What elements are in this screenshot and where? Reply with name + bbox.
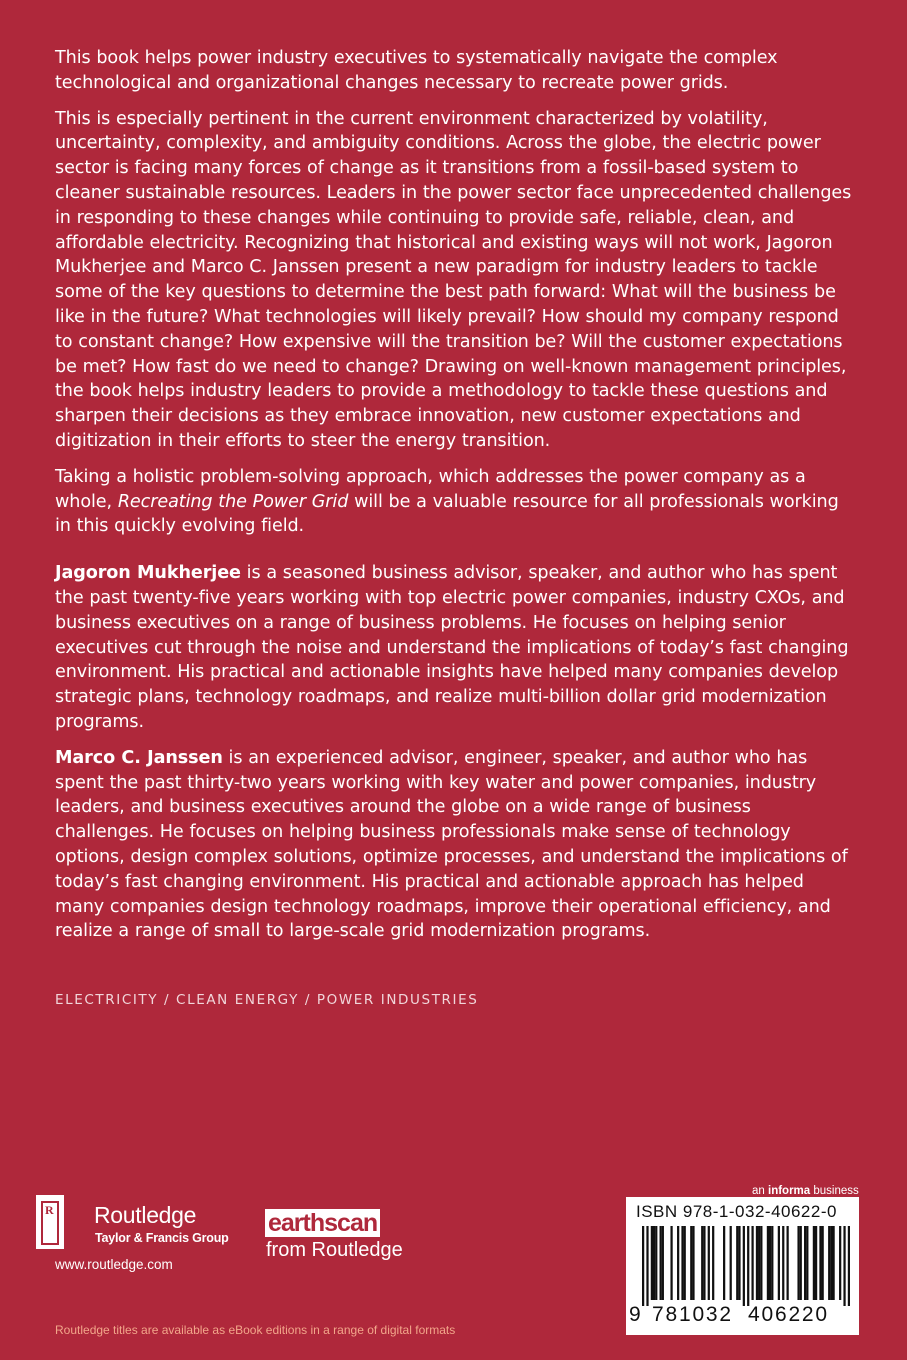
isbn-barcode	[626, 1197, 859, 1335]
barcode-bar	[723, 1226, 725, 1300]
barcode-bar	[806, 1226, 808, 1300]
publisher-name: Routledge	[94, 1202, 197, 1228]
barcode-bar	[747, 1226, 749, 1306]
barcode-bar	[843, 1226, 845, 1306]
barcode-bar	[758, 1226, 760, 1300]
barcode-bar	[830, 1226, 832, 1300]
barcode-bar	[819, 1226, 821, 1300]
barcode-bar	[681, 1226, 683, 1300]
barcode-bar	[815, 1226, 817, 1300]
ebook-note: Routledge titles are available as eBook editions in a range of digital formats	[55, 1323, 456, 1337]
barcode-bar	[730, 1226, 732, 1300]
barcode-bar	[646, 1226, 648, 1306]
barcode-bar	[660, 1226, 662, 1300]
earthscan-from: from Routledge	[266, 1239, 403, 1261]
barcode-bar	[769, 1226, 771, 1300]
barcode-bar	[743, 1226, 745, 1306]
barcode-bar	[736, 1226, 738, 1300]
barcode-bar	[708, 1226, 710, 1300]
barcode-bar	[813, 1226, 815, 1300]
barcode-bar	[832, 1226, 834, 1300]
barcode-bar	[771, 1226, 773, 1300]
barcode-digits-left: 781032	[652, 1303, 733, 1326]
earthscan-wordmark: earthscan	[265, 1209, 380, 1237]
barcode-bar	[738, 1226, 740, 1300]
barcode-bar	[703, 1226, 705, 1300]
routledge-logo	[36, 1195, 236, 1250]
barcode-bar	[828, 1226, 830, 1300]
barcode-bar	[655, 1226, 657, 1300]
informa-business: an informa business	[752, 1185, 859, 1197]
subject-categories: ELECTRICITY / CLEAN ENERGY / POWER INDUSTRIES	[55, 992, 479, 1008]
barcode-bar	[677, 1226, 679, 1300]
barcode-bar	[822, 1226, 824, 1300]
holistic-paragraph	[55, 465, 855, 539]
holistic-before: Taking a holistic problem-solving approach, which addresses the power company as a whole,	[55, 466, 806, 512]
barcode-bar	[690, 1226, 692, 1300]
barcode-bar	[642, 1226, 644, 1306]
barcode-bar	[787, 1226, 789, 1300]
barcode-bar	[712, 1226, 714, 1300]
barcode-bar	[767, 1226, 769, 1300]
book-title-italic: Recreating the Power Grid	[117, 491, 349, 512]
barcode-bar	[670, 1226, 672, 1300]
description-paragraph-1: This book helps power industry executives to systematically navigate the complex technological and organizational changes necessary to recreate power grids.	[55, 48, 778, 93]
barcode-bar	[760, 1226, 762, 1300]
author-bio-text-1: is a seasoned business advisor, speaker, and author who has spent the past twenty-five years working with top electric power companies, industry CXOs, and business executives on a range of business problems. He focuses on helping senior executives cut through the noise and understand the implications of today’s fast changing environment. His practical and actionable insights have helped many companies develop strategic plans, technology roadmaps, and realize multi-billion dollar grid modernization programs.	[55, 563, 849, 732]
author-name-1: Jagoron Mukherjee	[55, 563, 241, 584]
barcode-bar	[778, 1226, 780, 1300]
author-bio-1	[55, 561, 855, 735]
barcode-bar	[701, 1226, 703, 1300]
barcode-bar	[782, 1226, 784, 1300]
barcode-bar	[756, 1226, 758, 1300]
barcode-bar	[653, 1226, 655, 1300]
barcode-bar	[662, 1226, 664, 1300]
publisher-url: www.routledge.com	[55, 1257, 173, 1272]
barcode-digit-first: 9	[629, 1303, 643, 1326]
barcode-bar	[692, 1226, 694, 1300]
barcode-bar	[804, 1226, 806, 1300]
publisher-group: Taylor & Francis Group	[95, 1231, 229, 1245]
author-bio-2	[55, 746, 855, 944]
blurb-text	[55, 46, 855, 955]
barcode-bar	[848, 1226, 850, 1306]
barcode-bar	[800, 1226, 802, 1300]
barcode-bar	[839, 1226, 841, 1300]
description-paragraph-2: This is especially pertinent in the current environment characterized by volatility, uncertainty, complexity, and ambiguity conditions. Across the globe, the electric power sector is facing many forces of change as it transitions from a fossil-based system to cleaner sustainable resources. Leaders in the power sector face unprecedented challenges in responding to these changes while continuing to provide safe, reliable, clean, and affordable electricity. Recognizing that historical and existing ways will not work, Jagoron Mukherjee and Marco C. Janssen present a new paradigm for industry leaders to tackle some of the key questions to determine the best path forward: What will the business be like in the future? What technologies will likely prevail? How should my company respond to constant change? How expensive will the transition be? Will the customer expectations be met? How fast do we need to change? Drawing on well-known management principles, the book helps industry leaders to provide a methodology to tackle these questions and sharpen their decisions as they embrace innovation, new customer expectations and digitization in their efforts to steer the energy transition.	[55, 108, 852, 451]
isbn-label: ISBN 978-1-032-40622-0	[636, 1202, 837, 1221]
barcode-bars-icon	[642, 1226, 850, 1306]
barcode-bar	[651, 1226, 653, 1300]
routledge-mark-icon: R	[36, 1195, 64, 1249]
author-bio-text-2: is an experienced advisor, engineer, speaker, and author who has spent the past thirty-two years working with key water and power companies, industry leaders, and business executives around the globe on a wide range of business challenges. He focuses on helping business professionals make sense of technology options, design complex solutions, optimize processes, and understand the implications of today’s fast changing environment. His practical and actionable approach has helped many companies design technology roadmaps, improve their operational efficiency, and realize a range of small to large-scale grid modernization programs.	[55, 747, 848, 942]
holistic-after: will be a valuable resource for all professionals working in this quickly evolving field.	[55, 491, 839, 537]
earthscan-logo	[265, 1209, 425, 1265]
barcode-bar	[797, 1226, 799, 1300]
barcode-bar	[684, 1226, 686, 1300]
barcode-bar	[751, 1226, 753, 1300]
author-name-2: Marco C. Janssen	[55, 747, 223, 768]
barcode-digits-right: 406220	[748, 1303, 829, 1326]
